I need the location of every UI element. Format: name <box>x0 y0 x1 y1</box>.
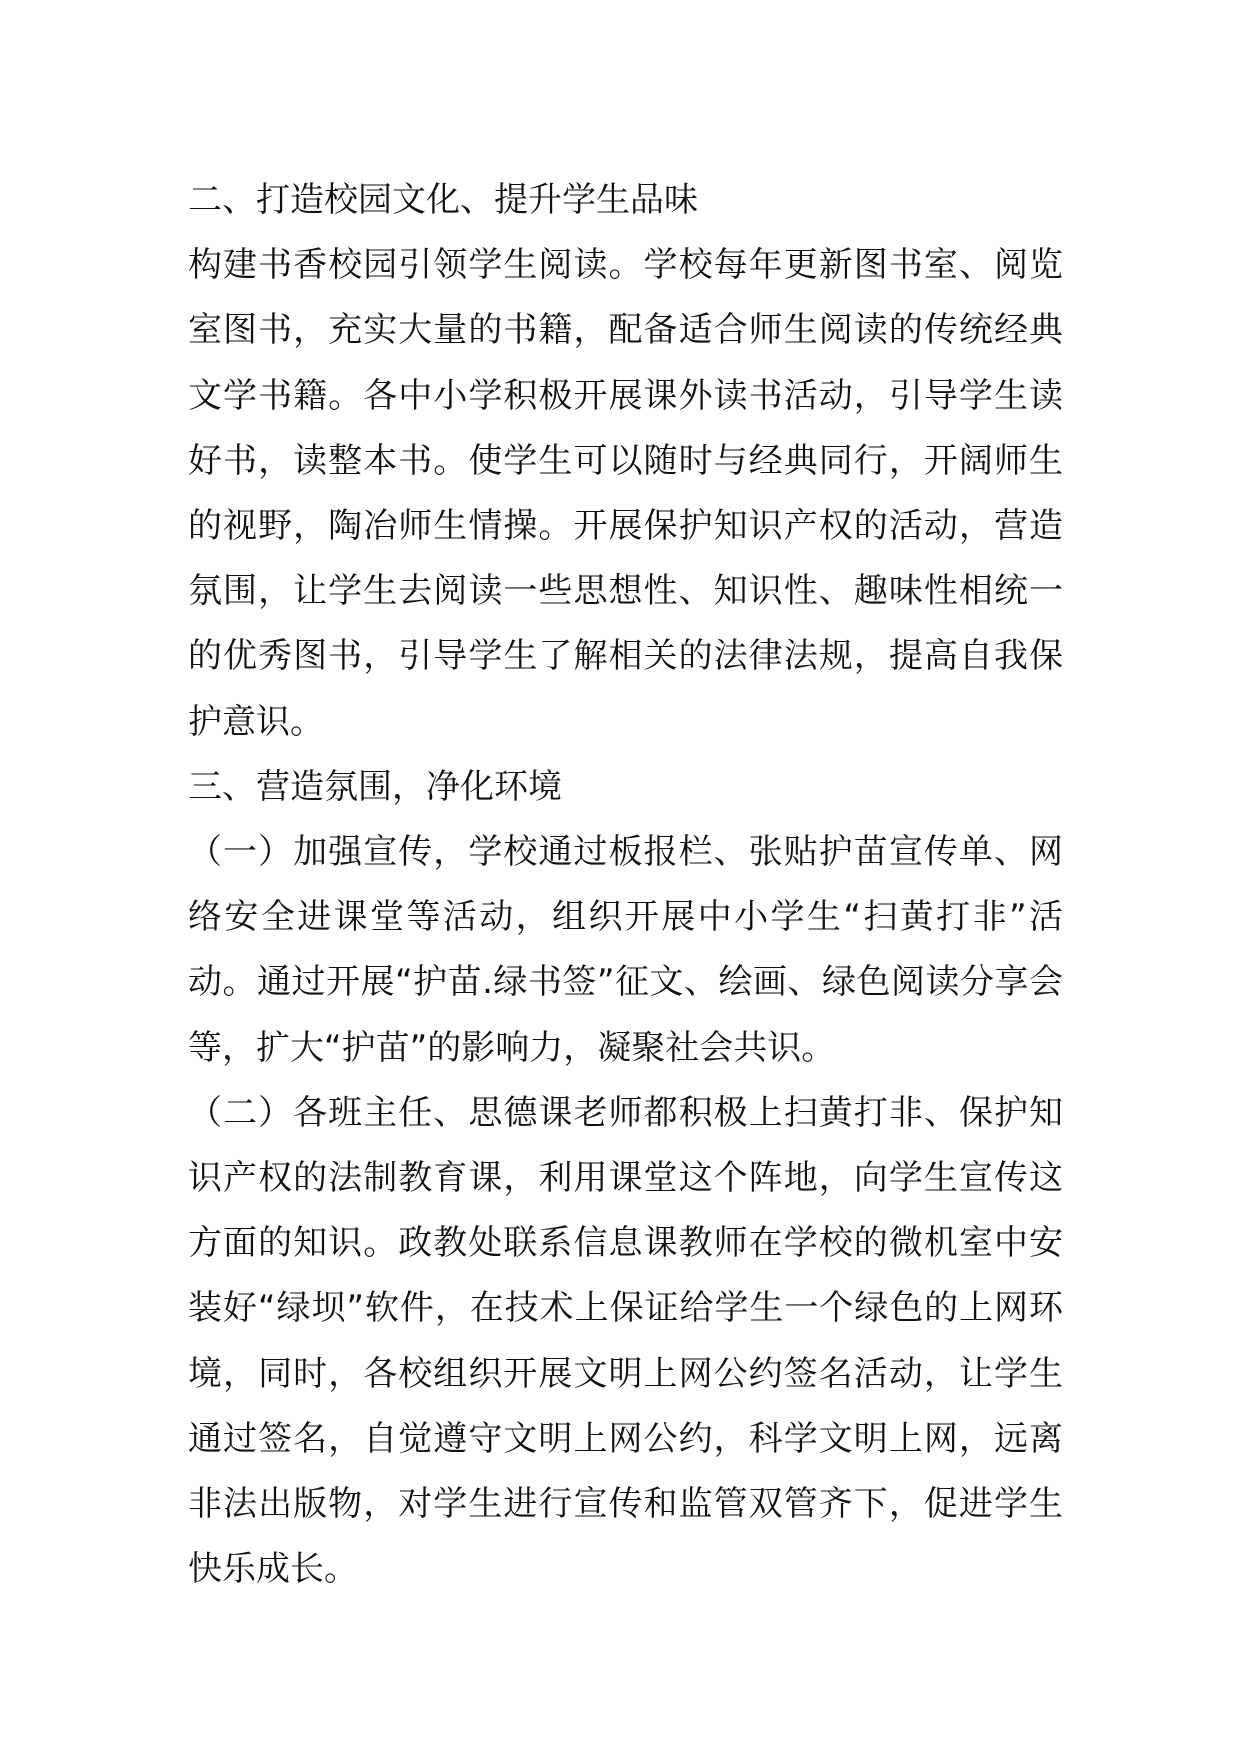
paragraph-legal-education: （二）各班主任、思德课老师都积极上扫黄打非、保护知识产权的法制教育课，利用课堂这个阵地，向学生宣传这方面的知识。政教处联系信息课教师在学校的微机室中安装好“绿坝”软件，在技术上保证给学生一个绿色的上网环境，同时，各校组织开展文明上网公约签名活动，让学生通过签名，自觉遵守文明上网公约，科学文明上网，远离非法出版物，对学生进行宣传和监管双管齐下，促进学生快乐成长。 <box>188 1092 1063 1590</box>
section-heading-campus-culture: 二、打造校园文化、提升学生品味 <box>188 180 698 220</box>
paragraph-publicity: （一）加强宣传，学校通过板报栏、张贴护苗宣传单、网络安全进课堂等活动，组织开展中小学生“扫黄打非”活动。通过开展“护苗.绿书签”征文、绘画、绿色阅读分享会等，扩大“护苗”的影响力，凝聚社会共识。 <box>188 832 1063 1068</box>
paragraph-book-campus: 构建书香校园引领学生阅读。学校每年更新图书室、阅览室图书，充实大量的书籍，配备适合师生阅读的传统经典文学书籍。各中小学积极开展课外读书活动，引导学生读好书，读整本书。使学生可以随时与经典同行，开阔师生的视野，陶冶师生情操。开展保护知识产权的活动，营造氛围，让学生去阅读一些思想性、知识性、趣味性相统一的优秀图书，引导学生了解相关的法律法规，提高自我保护意识。 <box>188 245 1063 742</box>
section-heading-atmosphere: 三、营造氛围，净化环境 <box>188 766 562 807</box>
document-page <box>188 168 1063 1602</box>
